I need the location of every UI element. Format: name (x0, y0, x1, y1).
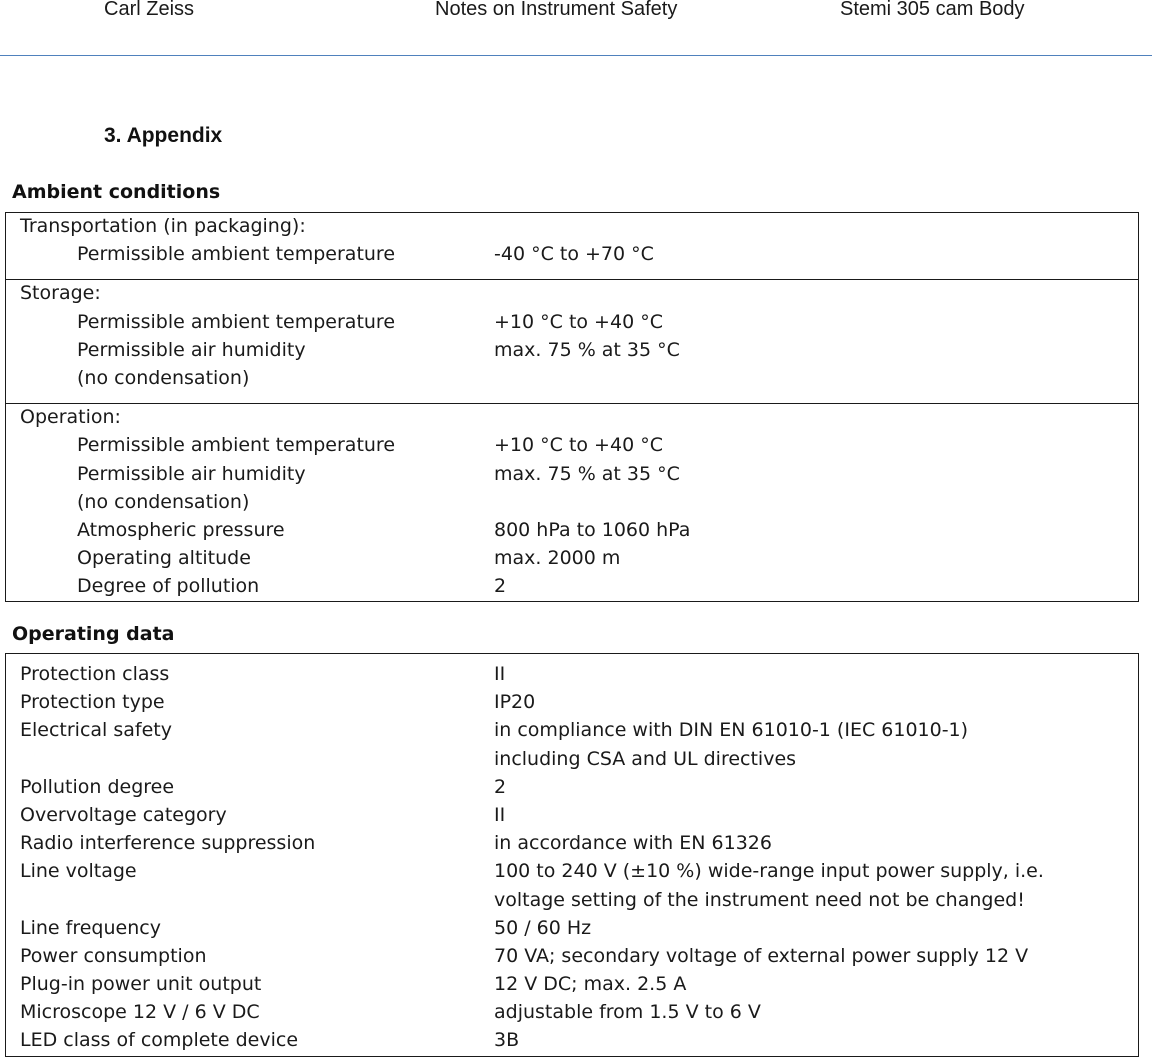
table-row (6, 858, 1138, 886)
table-row (6, 689, 1138, 717)
block-heading: Transportation (in packaging): (20, 215, 306, 237)
row-value: including CSA and UL directives (494, 747, 797, 770)
table-row (6, 887, 1138, 915)
table-block-storage (6, 280, 1138, 404)
row-label: Atmospheric pressure (77, 518, 285, 541)
table-row (6, 999, 1138, 1027)
row-value: 50 / 60 Hz (494, 916, 592, 939)
table-row (6, 1027, 1138, 1055)
ambient-conditions-title: Ambient conditions (12, 181, 221, 203)
block-heading-row (6, 404, 1138, 432)
row-value: -40 °C to +70 °C (494, 243, 654, 266)
table-row (6, 432, 1138, 460)
row-value: II (494, 803, 506, 826)
table-row (6, 971, 1138, 999)
row-value: 800 hPa to 1060 hPa (494, 518, 691, 541)
table-row (6, 915, 1138, 943)
operating-data-table (5, 653, 1139, 1057)
row-label: Operating altitude (77, 547, 251, 570)
header-document-title: Notes on Instrument Safety (435, 0, 678, 20)
row-label: Power consumption (20, 944, 207, 967)
row-label: Line voltage (20, 860, 137, 883)
operating-data-title: Operating data (12, 623, 175, 645)
table-row (6, 746, 1138, 774)
row-value: IP20 (494, 691, 536, 714)
row-value: 100 to 240 V (±10 %) wide-range input power supply, i.e. (494, 860, 1044, 883)
row-label: Degree of pollution (77, 575, 260, 598)
table-row (6, 545, 1138, 573)
row-label: Microscope 12 V / 6 V DC (20, 1001, 260, 1024)
table-row (6, 573, 1138, 601)
table-block-operation (6, 404, 1138, 601)
table-row (6, 943, 1138, 971)
table-block-transportation (6, 213, 1138, 280)
table-row (6, 365, 1138, 393)
table-row (6, 661, 1138, 689)
header-divider (0, 55, 1152, 56)
table-row (6, 241, 1138, 269)
row-label: Permissible ambient temperature (77, 310, 396, 333)
block-heading: Storage: (20, 282, 101, 305)
table-row (6, 337, 1138, 365)
row-value: +10 °C to +40 °C (494, 310, 663, 333)
row-value: II (494, 663, 506, 685)
row-label: Protection class (20, 663, 170, 685)
table-row (6, 830, 1138, 858)
row-value: adjustable from 1.5 V to 6 V (494, 1001, 761, 1024)
row-value: max. 75 % at 35 °C (494, 338, 680, 361)
row-label: Permissible ambient temperature (77, 243, 396, 266)
row-label: Protection type (20, 691, 165, 714)
header-product: Stemi 305 cam Body (840, 0, 1025, 20)
table-row (6, 489, 1138, 517)
row-value: 70 VA; secondary voltage of external power supply 12 V (494, 944, 1029, 967)
header-company: Carl Zeiss (104, 0, 195, 20)
table-row (6, 774, 1138, 802)
row-label: Permissible ambient temperature (77, 434, 396, 457)
row-label: (no condensation) (77, 366, 250, 389)
row-label: Permissible air humidity (77, 338, 306, 361)
row-label: Pollution degree (20, 775, 175, 798)
row-value: voltage setting of the instrument need not be changed! (494, 888, 1025, 911)
row-value: in accordance with EN 61326 (494, 832, 772, 855)
page-header (0, 0, 1152, 28)
row-value: 12 V DC; max. 2.5 A (494, 973, 687, 996)
row-value: 2 (494, 575, 507, 598)
row-value: max. 2000 m (494, 547, 621, 570)
row-value: +10 °C to +40 °C (494, 434, 663, 457)
row-label: Plug-in power unit output (20, 973, 262, 996)
row-value: 3B (494, 1029, 520, 1052)
row-value: in compliance with DIN EN 61010-1 (IEC 61010-1) (494, 719, 969, 742)
block-heading: Operation: (20, 406, 121, 429)
block-heading-row (6, 280, 1138, 308)
row-label: Overvoltage category (20, 803, 227, 826)
block-heading-row (6, 213, 1138, 241)
table-row (6, 517, 1138, 545)
row-value: max. 75 % at 35 °C (494, 462, 680, 485)
row-label: LED class of complete device (20, 1029, 299, 1052)
table-row (6, 309, 1138, 337)
table-row (6, 802, 1138, 830)
row-label: (no condensation) (77, 490, 250, 513)
row-label: Line frequency (20, 916, 161, 939)
row-label: Radio interference suppression (20, 832, 316, 855)
row-value: 2 (494, 775, 507, 798)
section-title: 3. Appendix (104, 124, 223, 147)
table-row (6, 717, 1138, 745)
row-label: Permissible air humidity (77, 462, 306, 485)
ambient-conditions-table (5, 212, 1139, 602)
row-label: Electrical safety (20, 719, 172, 742)
table-row (6, 461, 1138, 489)
